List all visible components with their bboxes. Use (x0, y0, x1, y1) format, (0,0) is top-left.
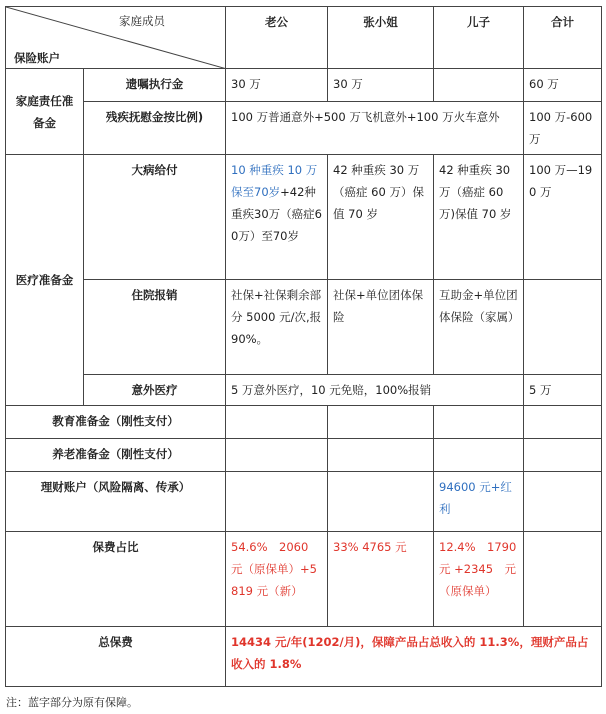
footnote: 注：蓝字部分为原有保障。 (6, 696, 138, 709)
accident-medical-coverage: 5 万意外医疗，10 元免赔，100%报销 (226, 375, 524, 406)
accident-medical-label: 意外医疗 (84, 375, 226, 406)
header-total: 合计 (524, 7, 602, 69)
will-son (434, 69, 524, 102)
empty-cell (226, 472, 328, 532)
premium-ratio-miss-zhang: 33% 4765 元 (328, 532, 434, 627)
insurance-plan-table (5, 6, 602, 687)
empty-cell (328, 406, 434, 439)
empty-cell (226, 406, 328, 439)
critical-miss-zhang: 42 种重疾 30 万（癌症 60 万）保值 70 岁 (328, 155, 434, 280)
premium-ratio-husband: 54.6% 2060 元（原保单）+5819 元（新） (226, 532, 328, 627)
critical-son: 42 种重疾 30 万（癌症 60 万)保值 70 岁 (434, 155, 524, 280)
premium-ratio-label: 保费占比 (6, 532, 226, 627)
empty-cell (434, 406, 524, 439)
premium-ratio-son: 12.4% 1790 元 +2345 元（原保单） (434, 532, 524, 627)
wealth-son: 94600 元+红利 (434, 472, 524, 532)
empty-cell (524, 532, 602, 627)
hospital-total (524, 280, 602, 375)
hospital-son: 互助金+单位团体保险（家属） (434, 280, 524, 375)
header-miss-zhang: 张小姐 (328, 7, 434, 69)
header-family-members: 家庭成员 (119, 14, 165, 28)
total-premium-value: 14434 元/年(1202/月)，保障产品占总收入的 11.3%，理财产品占收入的 1.8% (226, 627, 602, 687)
disability-label: 残疾抚慰金按比例) (84, 102, 226, 155)
empty-cell (524, 406, 602, 439)
hospital-miss-zhang: 社保+单位团体保险 (328, 280, 434, 375)
wealth-account-label: 理财账户（风险隔离、传承） (6, 472, 226, 532)
header-son: 儿子 (434, 7, 524, 69)
will-husband: 30 万 (226, 69, 328, 102)
critical-husband-original: 10 种重疾 10 万保至70岁 (231, 163, 318, 199)
critical-illness-label: 大病给付 (84, 155, 226, 280)
empty-cell (328, 439, 434, 472)
pension-label: 养老准备金（刚性支付） (6, 439, 226, 472)
critical-husband-new: +42种重疾30万（癌症60万）至70岁 (231, 185, 322, 243)
accident-medical-total: 5 万 (524, 375, 602, 406)
diagonal-header-cell (6, 7, 226, 69)
family-liability-label: 家庭责任准备金 (6, 69, 84, 155)
empty-cell (434, 439, 524, 472)
critical-husband (226, 155, 328, 280)
empty-cell (226, 439, 328, 472)
empty-cell (524, 439, 602, 472)
medical-label: 医疗准备金 (6, 155, 84, 406)
header-insurance-accounts: 保险账户 (14, 51, 60, 65)
empty-cell (328, 472, 434, 532)
will-miss-zhang: 30 万 (328, 69, 434, 102)
will-execution-label: 遗嘱执行金 (84, 69, 226, 102)
education-label: 教育准备金（刚性支付） (6, 406, 226, 439)
hospital-label: 住院报销 (84, 280, 226, 375)
disability-coverage: 100 万普通意外+500 万飞机意外+100 万火车意外 (226, 102, 524, 155)
will-total: 60 万 (524, 69, 602, 102)
critical-total: 100 万—190 万 (524, 155, 602, 280)
empty-cell (524, 472, 602, 532)
header-husband: 老公 (226, 7, 328, 69)
total-premium-label: 总保费 (6, 627, 226, 687)
disability-total: 100 万-600万 (524, 102, 602, 155)
hospital-husband: 社保+社保剩余部分 5000 元/次,报 90%。 (226, 280, 328, 375)
